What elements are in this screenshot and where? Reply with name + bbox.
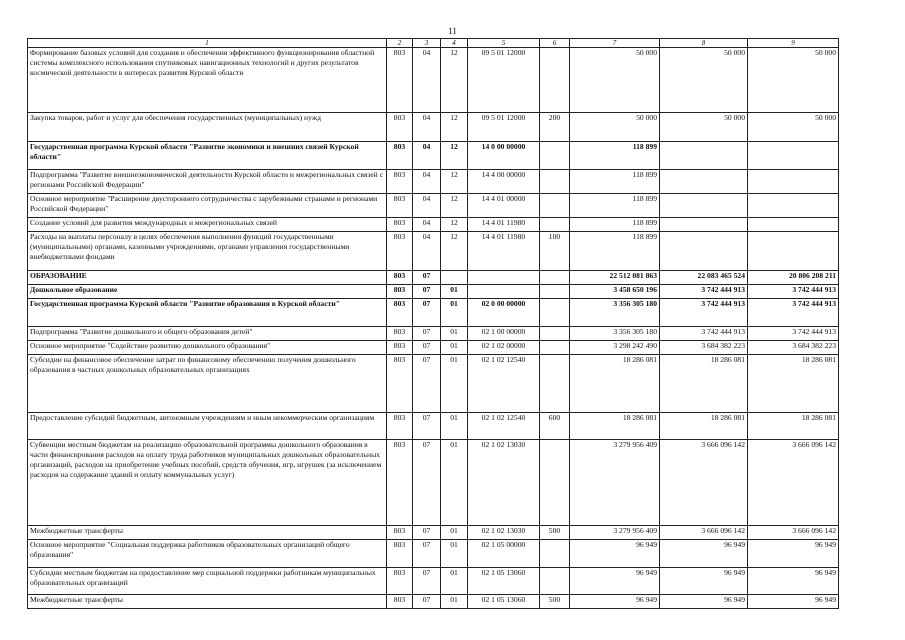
row-amount-year-1: 118 899 (570, 170, 660, 194)
row-target-code: 02 1 05 00000 (468, 540, 540, 568)
row-amount-year-1: 50 000 (570, 48, 660, 113)
table-row (28, 299, 839, 327)
row-amount-year-3: 3 742 444 913 (748, 285, 839, 299)
row-expense-type (540, 341, 570, 355)
row-ministry-code: 803 (387, 218, 413, 232)
row-subsection-code: 12 (441, 232, 468, 271)
row-ministry-code: 803 (387, 341, 413, 355)
row-amount-year-1: 22 512 081 863 (570, 271, 660, 285)
row-ministry-code: 803 (387, 232, 413, 271)
row-amount-year-1: 96 949 (570, 595, 660, 609)
table-row (28, 113, 839, 142)
row-expense-type (540, 218, 570, 232)
row-target-code: 02 1 05 13060 (468, 568, 540, 595)
row-amount-year-2: 96 949 (660, 540, 748, 568)
table-row (28, 568, 839, 595)
row-name: Межбюджетные трансферты (28, 526, 387, 540)
row-expense-type (540, 540, 570, 568)
row-subsection-code: 01 (441, 299, 468, 327)
row-subsection-code: 01 (441, 285, 468, 299)
row-name: Дошкольное образование (28, 285, 387, 299)
row-amount-year-2: 3 742 444 913 (660, 285, 748, 299)
row-target-code: 02 1 02 12540 (468, 355, 540, 413)
table-row (28, 48, 839, 113)
row-amount-year-2: 18 286 081 (660, 413, 748, 440)
row-ministry-code: 803 (387, 413, 413, 440)
column-header: 1 (28, 39, 387, 48)
row-amount-year-2: 22 083 465 524 (660, 271, 748, 285)
row-amount-year-2: 3 742 444 913 (660, 299, 748, 327)
row-section-code: 04 (413, 232, 441, 271)
row-expense-type (540, 327, 570, 341)
table-row (28, 170, 839, 194)
row-section-code: 04 (413, 142, 441, 170)
row-name: Предоставление субсидий бюджетным, автономным учреждениям и иным некоммерческим организациям (28, 413, 387, 440)
row-ministry-code: 803 (387, 113, 413, 142)
column-header: 5 (468, 39, 540, 48)
row-amount-year-3: 3 684 382 223 (748, 341, 839, 355)
row-amount-year-1: 118 899 (570, 142, 660, 170)
row-subsection-code: 01 (441, 413, 468, 440)
row-ministry-code: 803 (387, 299, 413, 327)
row-section-code: 07 (413, 341, 441, 355)
row-subsection-code: 01 (441, 595, 468, 609)
row-ministry-code: 803 (387, 327, 413, 341)
row-subsection-code: 01 (441, 540, 468, 568)
row-ministry-code: 803 (387, 48, 413, 113)
row-ministry-code: 803 (387, 355, 413, 413)
row-subsection-code: 12 (441, 142, 468, 170)
row-amount-year-2: 18 286 081 (660, 355, 748, 413)
page-number: 11 (448, 26, 457, 36)
row-ministry-code: 803 (387, 285, 413, 299)
row-ministry-code: 803 (387, 568, 413, 595)
row-target-code (468, 271, 540, 285)
table-row (28, 142, 839, 170)
row-amount-year-3 (748, 170, 839, 194)
row-amount-year-3 (748, 194, 839, 218)
row-target-code: 09 5 01 12000 (468, 48, 540, 113)
row-amount-year-3: 20 806 208 211 (748, 271, 839, 285)
column-header: 2 (387, 39, 413, 48)
row-amount-year-2: 3 684 382 223 (660, 341, 748, 355)
row-expense-type (540, 568, 570, 595)
row-amount-year-3: 50 000 (748, 48, 839, 113)
table-row (28, 440, 839, 526)
row-section-code: 04 (413, 48, 441, 113)
row-amount-year-3 (748, 232, 839, 271)
row-amount-year-1: 18 286 081 (570, 413, 660, 440)
row-expense-type (540, 440, 570, 526)
row-amount-year-1: 3 279 956 409 (570, 526, 660, 540)
row-expense-type: 600 (540, 413, 570, 440)
row-subsection-code: 12 (441, 170, 468, 194)
row-name: ОБРАЗОВАНИЕ (28, 271, 387, 285)
row-amount-year-1: 3 298 242 490 (570, 341, 660, 355)
column-header: 6 (540, 39, 570, 48)
row-name: Основное мероприятие "Социальная поддержка работников образовательных организаций общего образования" (28, 540, 387, 568)
row-amount-year-2: 50 000 (660, 113, 748, 142)
row-amount-year-1: 18 286 081 (570, 355, 660, 413)
budget-table (27, 38, 839, 609)
row-target-code: 14 4 01 11980 (468, 232, 540, 271)
row-amount-year-1: 118 899 (570, 232, 660, 271)
row-amount-year-2: 3 742 444 913 (660, 327, 748, 341)
row-ministry-code: 803 (387, 595, 413, 609)
row-name: Расходы на выплаты персоналу в целях обеспечения выполнения функций государственными (муниципальными) органами, казенными учреждениями, органами управления государственными внебюджетными фондами (28, 232, 387, 271)
row-amount-year-1: 118 899 (570, 218, 660, 232)
row-expense-type (540, 194, 570, 218)
row-section-code: 04 (413, 218, 441, 232)
table-row (28, 595, 839, 609)
row-subsection-code: 01 (441, 526, 468, 540)
row-name: Субвенции местным бюджетам на реализацию образовательной программы дошкольного образования в части финансирования расходов на оплату труда работников муниципальных дошкольных образовательных организаций, расходов на приобретение учебных пособий, средств обучения, игр, игрушек (за исключением расходов на содержание зданий и оплату коммунальных услуг) (28, 440, 387, 526)
row-section-code: 04 (413, 194, 441, 218)
row-amount-year-3: 18 286 081 (748, 355, 839, 413)
row-section-code: 04 (413, 170, 441, 194)
row-amount-year-1: 50 000 (570, 113, 660, 142)
row-name: Субсидии на финансовое обеспечение затрат по финансовому обеспечению получения дошкольного образования в частных дошкольных образовательных организациях (28, 355, 387, 413)
row-section-code: 07 (413, 413, 441, 440)
row-amount-year-3: 3 742 444 913 (748, 299, 839, 327)
table-row (28, 341, 839, 355)
column-header: 7 (570, 39, 660, 48)
row-amount-year-1: 3 356 305 180 (570, 299, 660, 327)
row-section-code: 07 (413, 540, 441, 568)
row-expense-type (540, 142, 570, 170)
row-amount-year-2: 50 000 (660, 48, 748, 113)
row-name: Субсидии местным бюджетам на предоставление мер социальной поддержки работникам муниципальных образовательных организаций (28, 568, 387, 595)
row-name: Подпрограмма "Развитие дошкольного и общего образования детей" (28, 327, 387, 341)
row-subsection-code (441, 271, 468, 285)
row-section-code: 07 (413, 327, 441, 341)
row-amount-year-3: 96 949 (748, 540, 839, 568)
row-target-code: 02 1 02 13030 (468, 526, 540, 540)
row-expense-type (540, 299, 570, 327)
row-name: Межбюджетные трансферты (28, 595, 387, 609)
row-amount-year-3: 50 000 (748, 113, 839, 142)
table-row (28, 271, 839, 285)
row-ministry-code: 803 (387, 526, 413, 540)
row-expense-type: 500 (540, 526, 570, 540)
row-target-code: 02 1 00 00000 (468, 327, 540, 341)
row-amount-year-1: 3 279 956 409 (570, 440, 660, 526)
row-section-code: 07 (413, 526, 441, 540)
row-name: Основное мероприятие "Расширение двустороннего сотрудничества с зарубежными странами и регионами Российской Федерации" (28, 194, 387, 218)
row-target-code: 14 4 01 11980 (468, 218, 540, 232)
row-subsection-code: 01 (441, 568, 468, 595)
row-amount-year-3 (748, 142, 839, 170)
row-name: Основное мероприятие "Содействие развитию дошкольного образования" (28, 341, 387, 355)
row-name: Формирование базовых условий для создания и обеспечения эффективного функционирования областной системы комплексного использования спутниковых навигационных технологий и других результатов космической деятельности в интересах развития Курской области (28, 48, 387, 113)
row-amount-year-2 (660, 194, 748, 218)
row-section-code: 07 (413, 355, 441, 413)
row-expense-type: 500 (540, 595, 570, 609)
row-expense-type (540, 271, 570, 285)
row-ministry-code: 803 (387, 271, 413, 285)
row-amount-year-1: 3 458 650 196 (570, 285, 660, 299)
row-amount-year-3: 3 666 096 142 (748, 440, 839, 526)
row-amount-year-3: 96 949 (748, 595, 839, 609)
row-ministry-code: 803 (387, 440, 413, 526)
row-amount-year-1: 118 899 (570, 194, 660, 218)
row-section-code: 07 (413, 285, 441, 299)
row-amount-year-2: 96 949 (660, 568, 748, 595)
row-subsection-code: 01 (441, 327, 468, 341)
row-subsection-code: 01 (441, 355, 468, 413)
row-section-code: 07 (413, 440, 441, 526)
table-row (28, 540, 839, 568)
row-ministry-code: 803 (387, 194, 413, 218)
table-row (28, 232, 839, 271)
row-target-code: 14 4 01 00000 (468, 194, 540, 218)
row-target-code: 02 1 02 00000 (468, 341, 540, 355)
row-section-code: 04 (413, 113, 441, 142)
row-amount-year-2: 3 666 096 142 (660, 440, 748, 526)
row-subsection-code: 12 (441, 48, 468, 113)
table-row (28, 194, 839, 218)
column-header: 3 (413, 39, 441, 48)
table-row (28, 413, 839, 440)
row-amount-year-1: 96 949 (570, 540, 660, 568)
row-expense-type (540, 48, 570, 113)
row-target-code: 02 1 05 13060 (468, 595, 540, 609)
row-expense-type (540, 170, 570, 194)
row-expense-type: 100 (540, 232, 570, 271)
row-amount-year-1: 3 356 305 180 (570, 327, 660, 341)
row-amount-year-2 (660, 232, 748, 271)
header-row (28, 39, 839, 48)
row-ministry-code: 803 (387, 170, 413, 194)
row-section-code: 07 (413, 595, 441, 609)
row-amount-year-3: 96 949 (748, 568, 839, 595)
column-header: 4 (441, 39, 468, 48)
row-expense-type (540, 355, 570, 413)
row-target-code: 02 1 02 12540 (468, 413, 540, 440)
row-expense-type: 200 (540, 113, 570, 142)
row-subsection-code: 12 (441, 218, 468, 232)
row-name: Подпрограмма "Развитие внешнеэкономической деятельности Курской области и межрегиональных связей с регионами Российской Федерации" (28, 170, 387, 194)
row-name: Государственная программа Курской области "Развитие образования в Курской области" (28, 299, 387, 327)
row-expense-type (540, 285, 570, 299)
row-amount-year-3: 3 742 444 913 (748, 327, 839, 341)
row-section-code: 07 (413, 568, 441, 595)
row-section-code: 07 (413, 271, 441, 285)
row-amount-year-2: 3 666 096 142 (660, 526, 748, 540)
column-header: 8 (660, 39, 748, 48)
row-subsection-code: 01 (441, 341, 468, 355)
table-row (28, 526, 839, 540)
row-amount-year-3 (748, 218, 839, 232)
row-target-code: 02 0 00 00000 (468, 299, 540, 327)
table-row (28, 355, 839, 413)
row-target-code: 09 5 01 12000 (468, 113, 540, 142)
table-row (28, 285, 839, 299)
row-amount-year-2: 96 949 (660, 595, 748, 609)
row-target-code: 14 0 00 00000 (468, 142, 540, 170)
table-row (28, 218, 839, 232)
row-subsection-code: 12 (441, 113, 468, 142)
row-target-code: 02 1 02 13030 (468, 440, 540, 526)
table-row (28, 327, 839, 341)
row-amount-year-2 (660, 170, 748, 194)
row-amount-year-2 (660, 142, 748, 170)
row-amount-year-2 (660, 218, 748, 232)
row-amount-year-1: 96 949 (570, 568, 660, 595)
row-ministry-code: 803 (387, 142, 413, 170)
row-name: Создание условий для развития международных и межрегиональных связей (28, 218, 387, 232)
row-subsection-code: 12 (441, 194, 468, 218)
row-section-code: 07 (413, 299, 441, 327)
row-subsection-code: 01 (441, 440, 468, 526)
row-name: Закупка товаров, работ и услуг для обеспечения государственных (муниципальных) нужд (28, 113, 387, 142)
row-amount-year-3: 3 666 096 142 (748, 526, 839, 540)
row-name: Государственная программа Курской области "Развитие экономики и внешних связей Курской области" (28, 142, 387, 170)
row-target-code (468, 285, 540, 299)
row-amount-year-3: 18 286 081 (748, 413, 839, 440)
row-ministry-code: 803 (387, 540, 413, 568)
row-target-code: 14 4 00 00000 (468, 170, 540, 194)
column-header: 9 (748, 39, 839, 48)
